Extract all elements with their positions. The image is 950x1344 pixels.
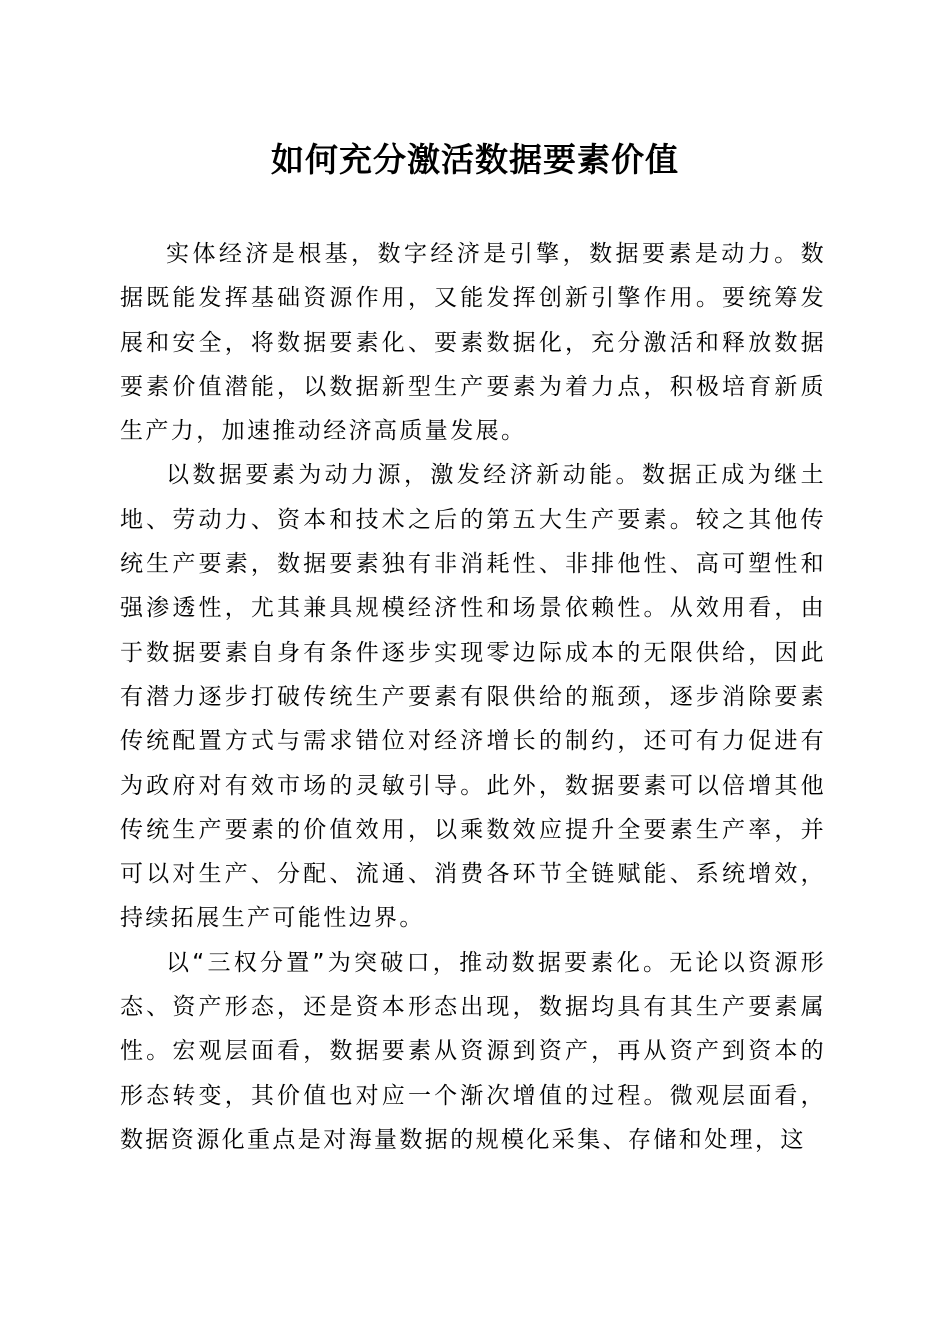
paragraph-1: 实体经济是根基，数字经济是引擎，数据要素是动力。数据既能发挥基础资源作用，又能发挥创新引擎作用。要统筹发展和安全，将数据要素化、要素数据化，充分激活和释放数据要素价值潜能，以数据新型生产要素为着力点，积极培育新质生产力，加速推动经济高质量发展。 bbox=[120, 241, 826, 445]
document-body bbox=[120, 232, 826, 1162]
paragraph-3: 以“三权分置”为突破口，推动数据要素化。无论以资源形态、资产形态，还是资本形态出现，数据均具有其生产要素属性。宏观层面看，数据要素从资源到资产，再从资产到资本的形态转变，其价值也对应一个渐次增值的过程。微观层面看，数据资源化重点是对海量数据的规模化采集、存储和处理，这 bbox=[120, 949, 826, 1153]
paragraph-2: 以数据要素为动力源，激发经济新动能。数据正成为继土地、劳动力、资本和技术之后的第五大生产要素。较之其他传统生产要素，数据要素独有非消耗性、非排他性、高可塑性和强渗透性，尤其兼具规模经济性和场景依赖性。从效用看，由于数据要素自身有条件逐步实现零边际成本的无限供给，因此有潜力逐步打破传统生产要素有限供给的瓶颈，逐步消除要素传统配置方式与需求错位对经济增长的制约，还可有力促进有为政府对有效市场的灵敏引导。此外，数据要素可以倍增其他传统生产要素的价值效用，以乘数效应提升全要素生产率，并可以对生产、分配、流通、消费各环节全链赋能、系统增效，持续拓展生产可能性边界。 bbox=[120, 462, 826, 932]
document-title: 如何充分激活数据要素价值 bbox=[271, 140, 679, 179]
